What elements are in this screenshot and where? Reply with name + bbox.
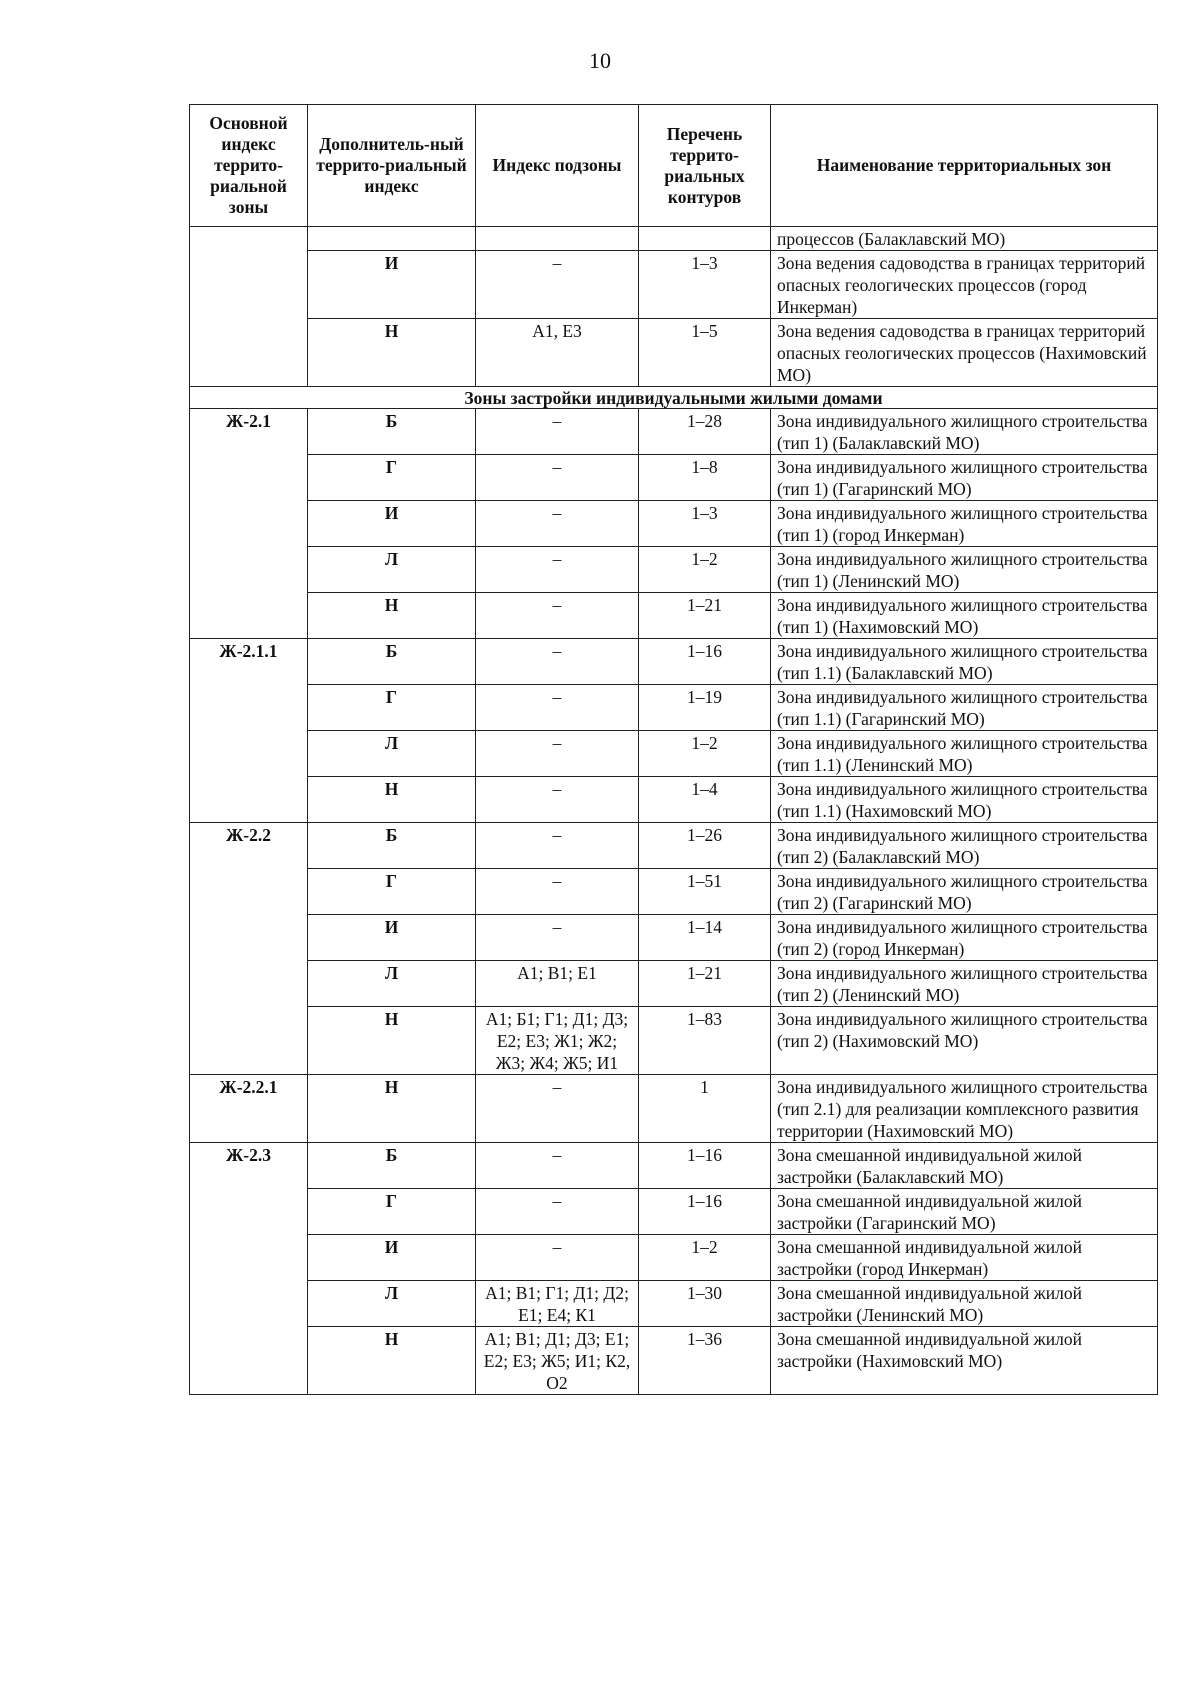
zone-name-cell: Зона индивидуального жилищного строительства (тип 1) (город Инкерман) — [771, 501, 1158, 547]
subzone-index-cell: А1, Е3 — [476, 319, 639, 387]
additional-index-cell: Г — [308, 1189, 476, 1235]
table-row — [190, 251, 1158, 319]
table-row — [190, 455, 1158, 501]
zone-name-cell: Зона смешанной индивидуальной жилой застройки (Нахимовский МО) — [771, 1327, 1158, 1395]
subzone-index-cell: – — [476, 547, 639, 593]
additional-index-cell: И — [308, 915, 476, 961]
zone-name-cell: Зона индивидуального жилищного строительства (тип 1) (Ленинский МО) — [771, 547, 1158, 593]
table-row — [190, 547, 1158, 593]
additional-index-cell: И — [308, 251, 476, 319]
contours-cell: 1–19 — [639, 685, 771, 731]
main-index-cell: Ж-2.2 — [190, 823, 308, 1075]
additional-index-cell: Н — [308, 1075, 476, 1143]
additional-index-cell: Л — [308, 1281, 476, 1327]
additional-index-cell: Н — [308, 1007, 476, 1075]
table-header-row — [190, 105, 1158, 227]
subzone-index-cell: А1; Б1; Г1; Д1; Д3; Е2; Е3; Ж1; Ж2; Ж3; Ж4; Ж5; И1 — [476, 1007, 639, 1075]
additional-index-cell: Н — [308, 319, 476, 387]
zone-name-cell: Зона индивидуального жилищного строительства (тип 1.1) (Нахимовский МО) — [771, 777, 1158, 823]
table-row — [190, 593, 1158, 639]
table-row — [190, 639, 1158, 685]
additional-index-cell: Б — [308, 823, 476, 869]
table-row — [190, 869, 1158, 915]
additional-index-cell: Г — [308, 869, 476, 915]
subzone-index-cell: А1; В1; Д1; Д3; Е1; Е2; Е3; Ж5; И1; К2, О2 — [476, 1327, 639, 1395]
main-index-cell: Ж-2.3 — [190, 1143, 308, 1395]
contours-cell: 1 — [639, 1075, 771, 1143]
zone-name-cell: Зона индивидуального жилищного строительства (тип 2) (Гагаринский МО) — [771, 869, 1158, 915]
header-main-index: Основной индекс террито-риальной зоны — [190, 105, 308, 227]
table-row — [190, 1235, 1158, 1281]
main-index-cell: Ж-2.1.1 — [190, 639, 308, 823]
zone-name-cell: Зона смешанной индивидуальной жилой застройки (город Инкерман) — [771, 1235, 1158, 1281]
table-row — [190, 1281, 1158, 1327]
table-row — [190, 227, 1158, 251]
zone-name-cell: Зона индивидуального жилищного строительства (тип 2) (Балаклавский МО) — [771, 823, 1158, 869]
contours-cell — [639, 227, 771, 251]
contours-cell: 1–8 — [639, 455, 771, 501]
table-row — [190, 1189, 1158, 1235]
subzone-index-cell: – — [476, 251, 639, 319]
subzone-index-cell: А1; В1; Е1 — [476, 961, 639, 1007]
contours-cell: 1–2 — [639, 547, 771, 593]
table-body — [190, 227, 1158, 1395]
subzone-index-cell: – — [476, 1075, 639, 1143]
table-row — [190, 1007, 1158, 1075]
zone-name-cell: процессов (Балаклавский МО) — [771, 227, 1158, 251]
additional-index-cell — [308, 227, 476, 251]
contours-cell: 1–83 — [639, 1007, 771, 1075]
territorial-zones-table — [189, 104, 1158, 1395]
header-additional-index: Дополнитель-ный террито-риальный индекс — [308, 105, 476, 227]
additional-index-cell: Б — [308, 639, 476, 685]
subzone-index-cell: – — [476, 501, 639, 547]
subzone-index-cell: А1; В1; Г1; Д1; Д2; Е1; Е4; К1 — [476, 1281, 639, 1327]
table-row — [190, 961, 1158, 1007]
contours-cell: 1–14 — [639, 915, 771, 961]
zone-name-cell: Зона индивидуального жилищного строительства (тип 1.1) (Ленинский МО) — [771, 731, 1158, 777]
zone-name-cell: Зона индивидуального жилищного строительства (тип 2) (Нахимовский МО) — [771, 1007, 1158, 1075]
subzone-index-cell: – — [476, 915, 639, 961]
zone-name-cell: Зона смешанной индивидуальной жилой застройки (Ленинский МО) — [771, 1281, 1158, 1327]
zone-name-cell: Зона индивидуального жилищного строительства (тип 1.1) (Гагаринский МО) — [771, 685, 1158, 731]
zone-name-cell: Зона ведения садоводства в границах территорий опасных геологических процессов (Нахимовский МО) — [771, 319, 1158, 387]
table-row — [190, 409, 1158, 455]
zone-name-cell: Зона смешанной индивидуальной жилой застройки (Гагаринский МО) — [771, 1189, 1158, 1235]
subzone-index-cell: – — [476, 869, 639, 915]
contours-cell: 1–16 — [639, 639, 771, 685]
header-zone-name: Наименование территориальных зон — [771, 105, 1158, 227]
contours-cell: 1–30 — [639, 1281, 771, 1327]
contours-cell: 1–28 — [639, 409, 771, 455]
subzone-index-cell: – — [476, 823, 639, 869]
subzone-index-cell: – — [476, 1143, 639, 1189]
zone-name-cell: Зона ведения садоводства в границах территорий опасных геологических процессов (город Инкерман) — [771, 251, 1158, 319]
subzone-index-cell: – — [476, 455, 639, 501]
table-row — [190, 501, 1158, 547]
additional-index-cell: И — [308, 501, 476, 547]
zone-name-cell: Зона индивидуального жилищного строительства (тип 2) (Ленинский МО) — [771, 961, 1158, 1007]
contours-cell: 1–2 — [639, 1235, 771, 1281]
page-number: 10 — [589, 48, 611, 73]
additional-index-cell: Г — [308, 455, 476, 501]
subzone-index-cell: – — [476, 409, 639, 455]
zone-name-cell: Зона индивидуального жилищного строительства (тип 1) (Гагаринский МО) — [771, 455, 1158, 501]
contours-cell: 1–16 — [639, 1143, 771, 1189]
contours-cell: 1–36 — [639, 1327, 771, 1395]
additional-index-cell: Л — [308, 961, 476, 1007]
table-row — [190, 685, 1158, 731]
additional-index-cell: Л — [308, 731, 476, 777]
table-row — [190, 777, 1158, 823]
table-row — [190, 1143, 1158, 1189]
table-row — [190, 915, 1158, 961]
subzone-index-cell: – — [476, 1235, 639, 1281]
main-index-cell: Ж-2.1 — [190, 409, 308, 639]
header-subzone-index: Индекс подзоны — [476, 105, 639, 227]
group-title: Зоны застройки индивидуальными жилыми домами — [190, 387, 1158, 409]
contours-cell: 1–51 — [639, 869, 771, 915]
contours-cell: 1–3 — [639, 501, 771, 547]
contours-cell: 1–21 — [639, 961, 771, 1007]
additional-index-cell: Б — [308, 1143, 476, 1189]
subzone-index-cell: – — [476, 777, 639, 823]
zone-name-cell: Зона индивидуального жилищного строительства (тип 2) (город Инкерман) — [771, 915, 1158, 961]
additional-index-cell: Н — [308, 593, 476, 639]
additional-index-cell: Л — [308, 547, 476, 593]
table-row — [190, 319, 1158, 387]
contours-cell: 1–2 — [639, 731, 771, 777]
additional-index-cell: Н — [308, 777, 476, 823]
group-title-row — [190, 387, 1158, 409]
header-contours-list: Перечень террито-риальных контуров — [639, 105, 771, 227]
contours-cell: 1–3 — [639, 251, 771, 319]
main-index-cell-continued — [190, 227, 308, 387]
zone-name-cell: Зона смешанной индивидуальной жилой застройки (Балаклавский МО) — [771, 1143, 1158, 1189]
zone-name-cell: Зона индивидуального жилищного строительства (тип 1.1) (Балаклавский МО) — [771, 639, 1158, 685]
table-row — [190, 1327, 1158, 1395]
contours-cell: 1–16 — [639, 1189, 771, 1235]
contours-cell: 1–4 — [639, 777, 771, 823]
subzone-index-cell: – — [476, 639, 639, 685]
zone-name-cell: Зона индивидуального жилищного строительства (тип 2.1) для реализации комплексного развития территории (Нахимовский МО) — [771, 1075, 1158, 1143]
subzone-index-cell: – — [476, 685, 639, 731]
contours-cell: 1–5 — [639, 319, 771, 387]
zone-name-cell: Зона индивидуального жилищного строительства (тип 1) (Нахимовский МО) — [771, 593, 1158, 639]
subzone-index-cell — [476, 227, 639, 251]
zone-name-cell: Зона индивидуального жилищного строительства (тип 1) (Балаклавский МО) — [771, 409, 1158, 455]
additional-index-cell: И — [308, 1235, 476, 1281]
main-index-cell: Ж-2.2.1 — [190, 1075, 308, 1143]
subzone-index-cell: – — [476, 1189, 639, 1235]
additional-index-cell: Г — [308, 685, 476, 731]
additional-index-cell: Б — [308, 409, 476, 455]
contours-cell: 1–26 — [639, 823, 771, 869]
additional-index-cell: Н — [308, 1327, 476, 1395]
table-row — [190, 1075, 1158, 1143]
table-row — [190, 731, 1158, 777]
table-row — [190, 823, 1158, 869]
subzone-index-cell: – — [476, 731, 639, 777]
subzone-index-cell: – — [476, 593, 639, 639]
contours-cell: 1–21 — [639, 593, 771, 639]
